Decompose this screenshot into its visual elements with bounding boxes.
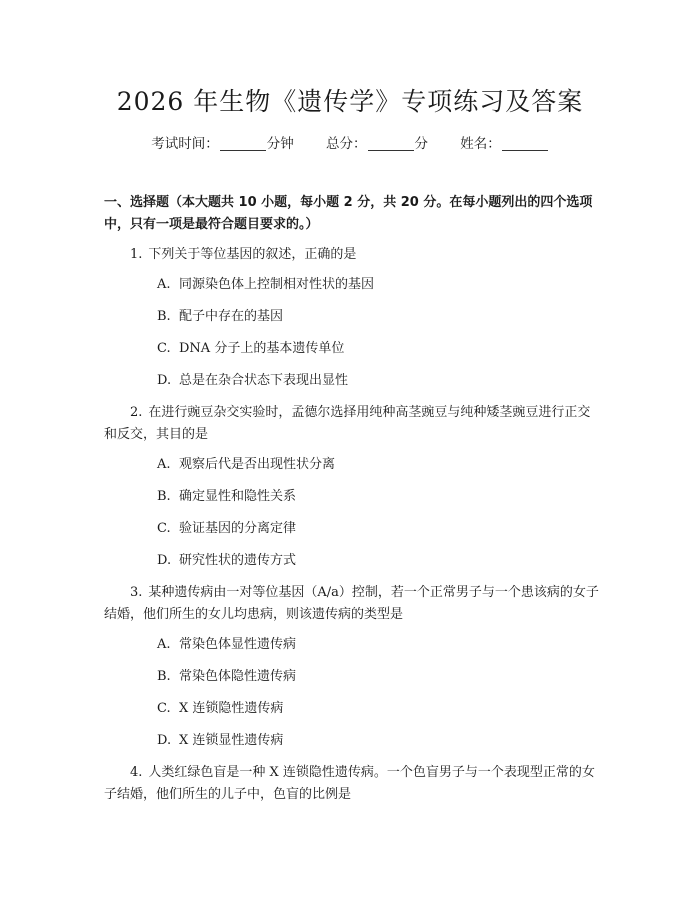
question-1-option-d [157, 371, 348, 391]
question-1-option-a [157, 275, 374, 295]
page-title: 2026 年生物《遗传学》专项练习及答案 [116, 87, 584, 116]
question-2-stem [104, 402, 600, 446]
question-1-stem [104, 244, 600, 266]
option-text: 常染色体显性遗传病 [179, 637, 297, 652]
option-letter: B. [157, 309, 171, 324]
option-letter: A. [157, 637, 171, 652]
exam-info-line [0, 132, 700, 152]
student-name-blank [502, 136, 548, 151]
section-heading: 一、选择题（本大题共 10 小题，每小题 2 分，共 20 分。在每小题列出的四个选项中，只有一项是最符合题目要求的。） [104, 195, 593, 232]
total-score-field [326, 132, 428, 152]
question-3-option-d [157, 731, 283, 751]
question-text: 某种遗传病由一对等位基因（A/a）控制，若一个正常男子与一个患该病的女子结婚，他们所生的女儿均患病，则该遗传病的类型是 [104, 585, 599, 622]
question-text: 人类红绿色盲是一种 X 连锁隐性遗传病。一个色盲男子与一个表现型正常的女子结婚，他们所生的儿子中，色盲的比例是 [104, 765, 595, 802]
option-text: 观察后代是否出现性状分离 [179, 457, 336, 472]
question-2-option-d [157, 551, 296, 571]
option-letter: C. [157, 341, 171, 356]
option-letter: D. [157, 733, 172, 748]
question-text: 下列关于等位基因的叙述，正确的是 [148, 247, 357, 262]
question-1-option-b [157, 307, 283, 327]
option-letter: D. [157, 553, 172, 568]
question-text: 在进行豌豆杂交实验时，孟德尔选择用纯种高茎豌豆与纯种矮茎豌豆进行正交和反交，其目的是 [104, 405, 591, 442]
option-letter: B. [157, 669, 171, 684]
question-1-option-c [157, 339, 344, 359]
question-2-option-b [157, 487, 296, 507]
exam-time-label: 考试时间： [151, 136, 219, 152]
total-score-label: 总分： [326, 136, 367, 152]
option-text: X 连锁隐性遗传病 [179, 701, 284, 716]
option-letter: C. [157, 701, 171, 716]
option-letter: C. [157, 521, 171, 536]
question-3-option-b [157, 667, 296, 687]
question-3-stem [104, 582, 600, 626]
total-score-unit: 分 [414, 136, 428, 152]
question-number: 2. [130, 405, 143, 420]
question-number: 1. [130, 247, 143, 262]
question-3-option-a [157, 635, 296, 655]
student-name-label: 姓名： [460, 136, 501, 152]
question-4-stem [104, 762, 600, 806]
option-letter: A. [157, 457, 171, 472]
option-letter: B. [157, 489, 171, 504]
option-text: 常染色体隐性遗传病 [179, 669, 297, 684]
question-2-option-c [157, 519, 296, 539]
option-text: DNA 分子上的基本遗传单位 [179, 341, 345, 356]
exam-time-unit: 分钟 [266, 136, 294, 152]
option-text: 确定显性和隐性关系 [179, 489, 297, 504]
option-text: 总是在杂合状态下表现出显性 [179, 373, 349, 388]
question-number: 3. [130, 585, 143, 600]
option-text: 研究性状的遗传方式 [179, 553, 297, 568]
student-name-field [460, 132, 549, 152]
exam-time-blank [220, 136, 266, 151]
option-text: 配子中存在的基因 [179, 309, 284, 324]
exam-time-field [151, 132, 294, 152]
option-text: 同源染色体上控制相对性状的基因 [179, 277, 375, 292]
question-number: 4. [130, 765, 143, 780]
total-score-blank [368, 136, 414, 151]
option-letter: A. [157, 277, 171, 292]
question-2-option-a [157, 455, 335, 475]
option-letter: D. [157, 373, 172, 388]
option-text: 验证基因的分离定律 [179, 521, 297, 536]
question-3-option-c [157, 699, 283, 719]
option-text: X 连锁显性遗传病 [179, 733, 284, 748]
